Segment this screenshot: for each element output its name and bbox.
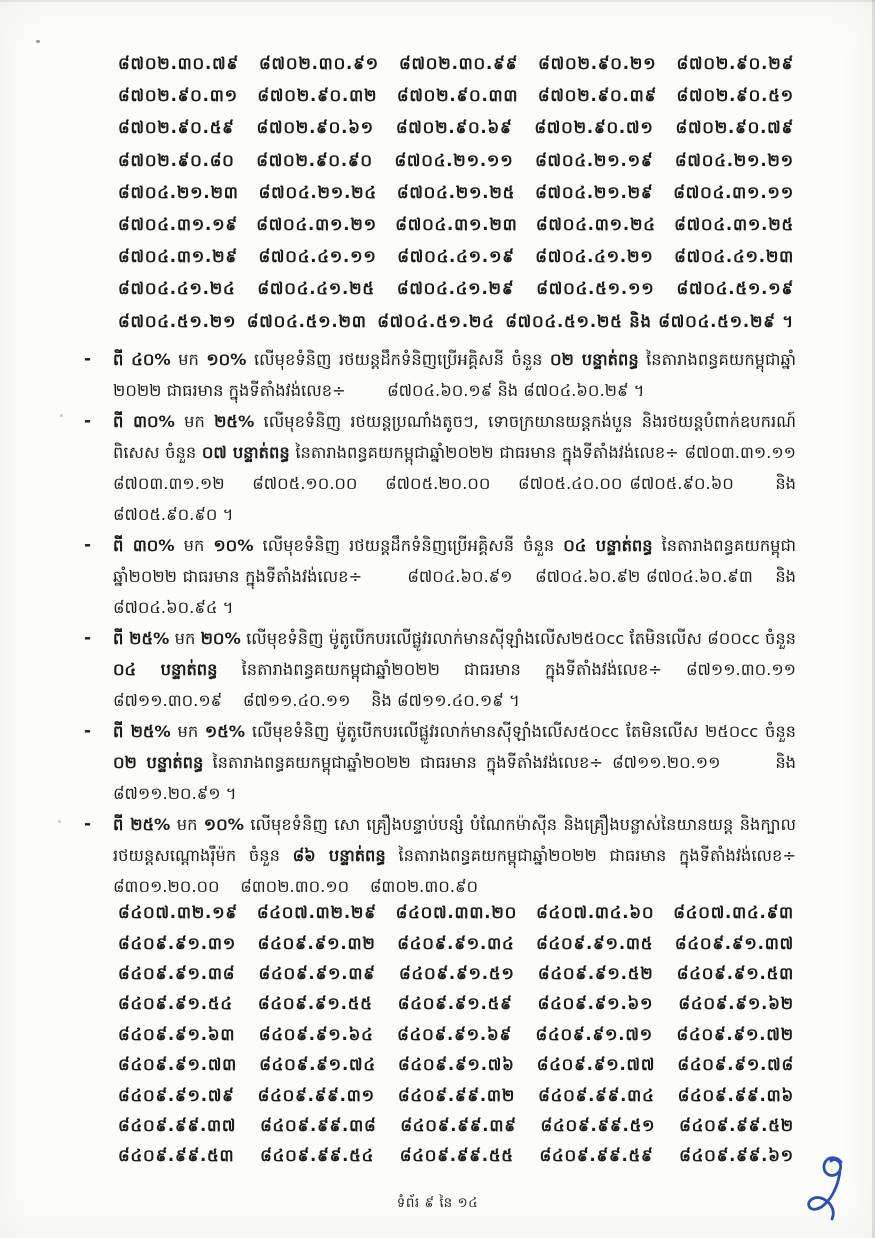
code-row [118,308,794,340]
hs-code: ៨៤០៩.៩៩.៥២ [679,1115,794,1135]
hs-code: ៨៧០២.៩០.៨០ [118,150,235,170]
hs-code: ៨៧០២.៩០.៥៩ [118,118,235,138]
bullet-text-emphasis: ១០% [203,815,244,834]
bullet-text-run: នៃតារាងពន្ធគយកម្ពុជាឆ្នាំ២០២២ ជាធរមាន ក្នុងទីតាំងវង់លេខ÷ ៨៧១១.៣០.១១ ៨៧១១.៣០.១៩ ៨៧១១.៤០.១១ និង ៨៧១១.៤០.១៩ ។ [113,660,817,710]
code-row [118,991,794,1021]
bullet-text [113,623,817,716]
bullet-text-emphasis: ពី ២៥% [113,815,171,834]
bullet-text-run: លើមុខទំនិញ ម៉ូតូបើកបរលើផ្លូវរលាក់មានស៊ីឡាំងលើស៥០cc តែមិនលើស ២៥០cc ចំនួន [245,722,802,741]
bullet-text [113,406,817,530]
hs-code: ៨៤០៩.៩១.៥៩ [397,994,513,1014]
bullet-dash-icon: - [84,349,92,369]
bullet-text [113,344,802,406]
bullet-text-run: លើមុខទំនិញ រថយន្តដឹកទំនិញប្រើអគ្គិសនី ចំនួន [253,536,564,555]
code-row [118,243,794,275]
bullet-text-emphasis: ពី ២៥% [113,629,170,648]
bullet-text [113,809,843,902]
bullet-text-emphasis: ១៥% [204,722,246,741]
hs-code: ៨៤០៩.៩១.៣៧ [674,933,794,953]
bullet-text-emphasis: ១០% [213,536,254,555]
bullet-text-emphasis: ០៤ បន្ទាត់ពន្ធ [113,660,218,679]
hs-code: ៨៧០៤.៣១.២៩ [118,247,238,267]
hs-code: ៨៤០៩.៩៩.៣៤ [538,1085,655,1105]
hs-code: ៨៧០៤.៣១.២៣ [395,215,518,235]
hs-code: ៨៤០៩.៩៩.៣៧ [118,1115,237,1135]
bullet-text-emphasis: ៨៦ បន្ទាត់ពន្ធ [292,846,386,865]
hs-code: ៨៧០៤.៣១.១១ [673,182,794,202]
code-row [118,1143,794,1173]
bullet-dash-icon: - [84,535,92,555]
bullet-text-run: មក [170,815,204,834]
bullet-text-emphasis: ២៥% [214,412,255,431]
hs-code: ៨៤០៩.៩១.៦២ [678,994,794,1014]
hs-code: ៨៤០៩.៩៩.៣២ [397,1085,516,1105]
hs-code: ៨៤០៩.៩១.៧៩ [118,1085,235,1105]
signature-svg [797,1152,863,1226]
hs-code: ៨៤០៩.៩៩.៣៨ [260,1115,377,1135]
hs-code: ៨៧០៤.៤១.២៤ [118,279,236,299]
code-row [118,211,794,243]
hs-code: ៨៧០៤.៤១.២៩ [396,279,515,299]
bullet-text-run: លើមុខទំនិញ ម៉ូតូបើកបរលើផ្លូវរលាក់មានស៊ីឡាំងលើស២៥០cc តែមិនលើស ៨០០cc ចំនួន [240,629,802,648]
hs-code: ៨៤០៧.៣៤.៩៣ [673,903,794,923]
bullet-dash-icon: - [84,628,92,648]
hs-code: ៨៤០៩.៩១.៥៤ [118,994,233,1014]
hs-code: ៨៤០៩.៩៩.៣៩ [400,1115,517,1135]
hs-code: ៨៤០៩.៩១.៦១ [537,994,654,1014]
hs-code: ៨៤០៩.៩១.៣៤ [397,933,515,953]
bullet-text-emphasis: ពី ៣០% [113,412,175,431]
code-row [118,1052,794,1082]
bullet-text-run: នៃតារាងពន្ធគយកម្ពុជាឆ្នាំ២០២២ ជាធរមាន ក្នុងទីតាំងវង់លេខ÷ ៨៧០៣.៣១.១១ ៨៧០៣.៣១.១២ ៨៧០៥.១០.០០ ៨៧០៥.២០.០០ ៨៧០៥.៤០.០០ ៨៧០៥.៩០.៦០ និង ៨៧០៥.៩០.៩០ ។ [113,443,817,524]
hs-code: ៨៧០៤.២១.២៥ [396,182,516,202]
hs-code: ៨៤០៩.៩១.៧៤ [259,1055,376,1075]
bullet-item [84,809,843,902]
hs-code: ៨៧០៤.៣១.២១ [256,215,377,235]
hs-code: ៨៧០២.៣០.៧៩ [118,54,239,74]
hs-code: ៨៤០៩.៩១.៦៤ [258,1024,374,1044]
hs-code: ៨៧០៤.២១.២១ [674,150,794,170]
code-row [118,1113,794,1143]
hs-code: ៨៤០៩.៩១.៥៣ [676,963,794,983]
bullet-text-emphasis: ០២ បន្ទាត់ពន្ធ [113,753,204,772]
scan-edge-shadow-top [0,0,875,2]
hs-code: ៨៤០៧.៣២.២៩ [256,903,377,923]
hs-code: ៨៤០៧.៣២.១៩ [118,903,238,923]
hs-code: ៨៧០២.៩០.៧១ [534,118,654,138]
bullet-text [113,716,802,809]
hs-code: ៨៤០៩.៩១.៧៦ [397,1055,515,1075]
bullet-text-emphasis: ១០% [206,350,247,369]
hs-code: ៨៤០៩.៩១.៣១ [118,933,237,953]
hs-code: ៨៤០៩.៩៩.៥៩ [539,1146,654,1166]
hs-code: ៨៤០៩.៩១.៧១ [535,1024,653,1044]
tariff-change-list [84,344,843,902]
code-row [118,114,794,146]
bullet-text-run: នៃតារាងពន្ធគយកម្ពុជាឆ្នាំ២០២២ ជាធរមាន ក្នុងទីតាំងវង់លេខ÷ ៨៧០៤.៦០.៩១ ៨៧០៤.៦០.៩២ ៨៧០៤.៦០.៩៣ និង ៨៧០៤.៦០.៩៤ ។ [113,536,802,617]
hs-code: ៨៧០៤.៥១.២៤ [377,311,495,331]
hs-code: ៨៤០៩.៩១.៥១ [399,963,515,983]
hs-code: ៨៤០៩.៩៩.៥១ [540,1115,656,1135]
scan-speck [58,820,61,823]
hs-code: ៨៧០៤.២១.១៩ [535,150,654,170]
hs-code-table-top [118,50,794,340]
code-row [118,50,794,82]
code-row [118,179,794,211]
hs-code: ៨៧០៤.២១.១១ [394,150,514,170]
hs-code: ៨៤០៧.៣៣.២០ [395,903,518,923]
hs-code: ៨៧០៤.៥១.១៩ [676,279,794,299]
code-row [118,82,794,114]
bullet-dash-icon: - [84,721,92,741]
bullet-text-emphasis: ២០% [200,629,241,648]
bullet-text-emphasis: ០៤ បន្ទាត់ពន្ធ [563,536,653,555]
hs-code: ៨៧០២.៣០.៩១ [259,54,379,74]
bullet-dash-icon: - [84,411,92,431]
hs-code: ៨៧០៤.៣១.២៥ [674,215,794,235]
bullet-text-run: នៃតារាងពន្ធគយកម្ពុជាឆ្នាំ២០២២ ជាធរមាន ក្នុងទីតាំងវង់លេខ÷ ៨៧១១.២០.១១ និង ៨៧១១.២០.៩១ ។ [113,753,802,803]
scan-speck [36,40,40,43]
hs-code: ៨៤០៩.៩៩.៥៣ [118,1146,235,1166]
code-row [118,961,794,991]
hs-code: ៨៧០៤.៤១.២៣ [674,247,794,267]
hs-code: ៨៤០៩.៩១.៥៥ [257,994,373,1014]
bullet-text-emphasis: ០៧ បន្ទាត់ពន្ធ [201,443,290,462]
hs-code: ៨៧០៤.២១.២៤ [258,182,377,202]
bullet-text-run: មក [169,629,201,648]
hs-code: ៨៧០២.៩០.៧៩ [675,118,794,138]
bullet-text-emphasis: ពី ៤០% [113,350,171,369]
hs-code: ៨៤០៩.៩១.៣៩ [258,963,376,983]
bullet-text-run: នៃតារាងពន្ធគយកម្ពុជាឆ្នាំ ២០២២ ជាធរមាន ក្នុងទីតាំងវង់លេខ÷ ៨៧០៤.៦០.១៩ និង ៨៧០៤.៦០.២៩ ។ [113,350,802,400]
hs-code: ៨៧០៤.៤១.១១ [258,247,377,267]
code-row [118,930,794,960]
hs-code: ៨៧០៤.៥១.១១ [536,279,655,299]
hs-code: ៨៤០៩.៩១.៣៨ [118,963,236,983]
bullet-text-run: មក [174,412,215,431]
scan-speck [60,414,63,417]
bullet-text [113,530,802,623]
hs-code: ៨៧០៤.៥១.២៥ និង ៨៧០៤.៥១.២៩ ។ [505,311,794,331]
code-row [118,900,794,930]
hs-code: ៨៤០៩.៩៩.៥៥ [399,1146,514,1166]
hs-code: ៨៧០៤.៣១.២៤ [535,215,656,235]
bullet-text-run: មក [170,350,207,369]
bullet-text-run: មក [170,722,205,741]
hs-code: ៨៧០៤.៥១.២៣ [246,311,367,331]
bullet-item [84,406,817,530]
hs-code: ៨៤០៩.៩៩.៣៦ [677,1085,794,1105]
hs-code: ៨៤០៩.៩១.៧៨ [677,1055,794,1075]
code-row [118,275,794,307]
bullet-text-run: លើមុខទំនិញ រថយន្តដឹកទំនិញប្រើអគ្គិសនី ចំនួន [246,350,550,369]
bullet-text-emphasis: ពី ៣០% [113,536,175,555]
hs-code: ៨៧០៤.៣១.១៩ [118,215,238,235]
signature-initials-mark [797,1152,863,1230]
hs-code: ៨៧០២.៩០.៦១ [256,118,374,138]
hs-code: ៨៤០៩.៩១.៥២ [537,963,654,983]
hs-code: ៨៧០៤.៤១.២៥ [257,279,375,299]
hs-code: ៨៧០២.៩០.៥១ [676,86,794,106]
hs-code: ៨៤០៩.៩១.៧២ [676,1024,794,1044]
code-row [118,1082,794,1112]
bullet-dash-icon: - [84,814,92,834]
hs-code: ៨៧០២.៩០.៣១ [118,86,238,106]
bullet-text-run: លើមុខទំនិញ សោ គ្រឿងបន្ទាប់បន្សំ បំណែកម៉ាស៊ីន និងគ្រឿងបន្លាស់នៃយានយន្ត និងក្បាលរថយន្តសណ្ដោងរ៉ឺម៉ក ចំនួន [113,815,796,865]
hs-code: ៨៧០៤.៤១.១៩ [397,247,515,267]
hs-code: ៨៧០២.៩០.៣៣ [396,86,519,106]
bullet-text-run: មក [174,536,214,555]
hs-code: ៨៤០៩.៩១.៣២ [257,933,376,953]
hs-code: ៨៤០៩.៩១.៧៣ [118,1055,238,1075]
bullet-item [84,623,817,716]
hs-code: ៨៧០២.៩០.៣២ [257,86,378,106]
hs-code: ៨៤០៧.៣៤.៦០ [536,903,655,923]
hs-code: ៨៤០៩.៩១.៦៣ [118,1024,236,1044]
hs-code: ៨៤០៩.៩១.៣៥ [536,933,654,953]
hs-code: ៨៧០២.៩០.២៩ [676,54,794,74]
bullet-item [84,344,802,406]
bullet-item [84,530,802,623]
bullet-item [84,716,802,809]
code-row [118,147,794,179]
page-number: ទំព័រ ៩ នៃ ១៤ [396,1195,479,1211]
hs-code: ៨៧០២.៣០.៩៩ [398,54,519,74]
bullet-text-run: នៃតារាងពន្ធគយកម្ពុជាឆ្នាំ២០២២ ជាធរមាន ក្នុងទីតាំងវង់លេខ÷ ៨៣០១.២០.០០ ៨៣០២.៣០.១០ ៨៣០២.៣០.៩០ [113,846,843,896]
hs-code: ៨៧០២.៩០.៩០ [256,150,373,170]
hs-code: ៨៧០៤.៤១.២១ [535,247,654,267]
hs-code: ៨៧០៤.២១.២៩ [535,182,654,202]
hs-code: ៨៤០៩.៩១.៧៧ [536,1055,656,1075]
hs-code: ៨៧០២.៩០.២១ [538,54,657,74]
hs-code: ៨៤០៩.៩៩.៥៤ [260,1146,375,1166]
bullet-text-emphasis: ពី ២៥% [113,722,171,741]
hs-code-table-bottom [118,900,794,1174]
hs-code: ៨៧០៤.២១.២៣ [118,182,239,202]
hs-code: ៨៧០៤.៥១.២១ [118,311,237,331]
hs-code: ៨៤០៩.៩៩.៣១ [257,1085,375,1105]
hs-code: ៨៧០២.៩០.៦៩ [395,118,513,138]
bullet-text-emphasis: ០២ បន្ទាត់ពន្ធ [549,350,639,369]
hs-code: ៨៤០៩.៩៩.៦១ [679,1146,794,1166]
bullet-text-run: លើមុខទំនិញ រថយន្តប្រណាំងតូចៗ, ទោចក្រយានយន្តកង់បួន និងរថយន្តបំពាក់ឧបករណ៍ពិសេស ចំនួន [113,412,796,462]
hs-code: ៨៤០៩.៩១.៦៩ [397,1024,512,1044]
code-row [118,1022,794,1052]
hs-code: ៨៧០២.៩០.៣៩ [537,86,657,106]
